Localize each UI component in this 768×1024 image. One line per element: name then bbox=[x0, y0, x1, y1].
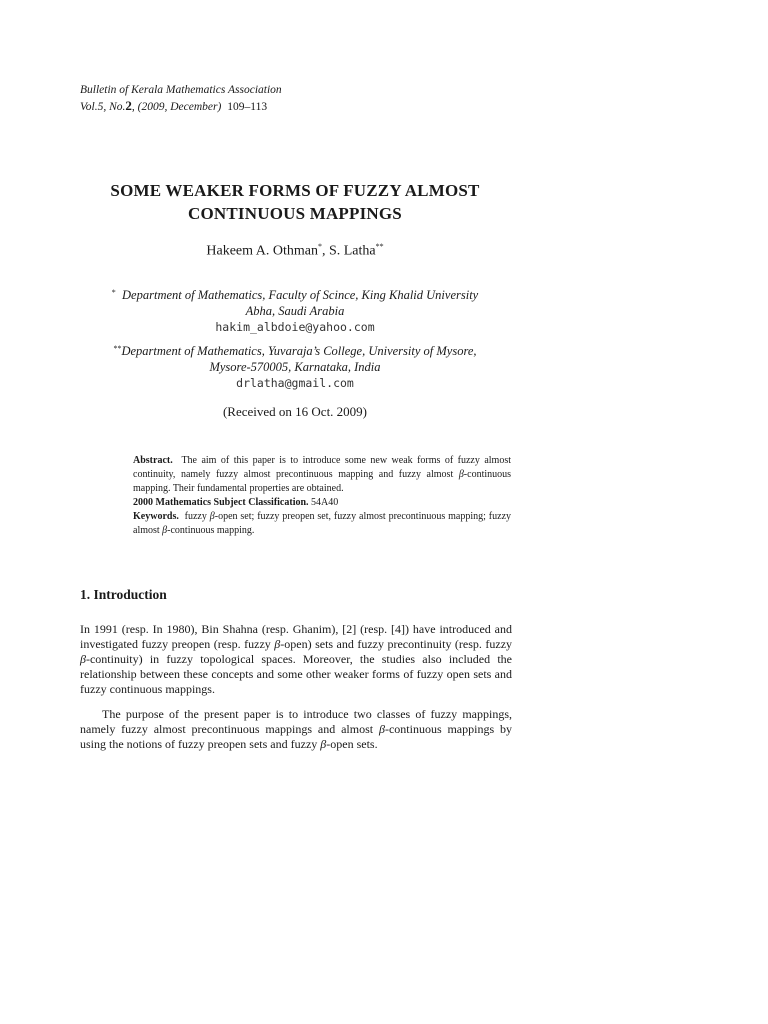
keywords-text-a: fuzzy bbox=[184, 511, 207, 522]
abstract-text-b: -continuous mapping. Their fundamental properties are obtained. bbox=[133, 469, 512, 494]
affiliation-1-line-2: Abha, Saudi Arabia bbox=[245, 304, 345, 318]
author-1-mark: * bbox=[317, 242, 322, 251]
abstract-text-a: The aim of this paper is to introduce some new weak forms of fuzzy almost continuity, namely fuzzy almost precontinuous mapping and fuzzy almost bbox=[133, 455, 511, 480]
received-date: (Received on 16 Oct. 2009) bbox=[222, 404, 368, 419]
affiliation-1-line-1: Department of Mathematics, Faculty of Scince, King Khalid University bbox=[122, 288, 479, 302]
page-range: 109–113 bbox=[227, 101, 268, 113]
beta-symbol: β bbox=[458, 469, 464, 480]
p1-text-c: -continuity) in fuzzy topological spaces. Moreover, the studies also included the relationship between these concepts and some other weaker forms of fuzzy open sets and fuzzy continuous mappings. bbox=[80, 652, 512, 696]
keywords-text-b: -open set; fuzzy preopen set, fuzzy almost precontinuous mapping; fuzzy almost bbox=[133, 511, 512, 536]
intro-paragraph-2 bbox=[80, 707, 512, 752]
p2-text-b: -continuous mappings by using the notions of fuzzy preopen sets and fuzzy bbox=[80, 722, 512, 751]
affiliation-1-email[interactable]: hakim_albdoie@yahoo.com bbox=[215, 320, 375, 334]
msc-label: 2000 Mathematics Subject Classification. bbox=[133, 497, 309, 508]
section-heading: 1. Introduction bbox=[80, 587, 167, 602]
p2-text-a: The purpose of the present paper is to introduce two classes of fuzzy mappings, namely fuzzy almost precontinuous mappings and almost bbox=[80, 707, 512, 736]
abstract-block bbox=[133, 454, 511, 538]
abstract-paragraph bbox=[133, 454, 511, 496]
beta-symbol: β bbox=[274, 637, 281, 651]
author-list bbox=[60, 242, 530, 260]
affiliation-1 bbox=[70, 287, 520, 335]
msc-line bbox=[133, 496, 511, 510]
title-line-1: SOME WEAKER FORMS OF FUZZY ALMOST bbox=[110, 181, 480, 200]
p2-text-c: -open sets. bbox=[326, 737, 378, 751]
title-line-2: CONTINUOUS MAPPINGS bbox=[188, 204, 402, 223]
beta-symbol: β bbox=[378, 722, 385, 736]
volume-prefix: Vol.5, No. bbox=[80, 101, 126, 113]
msc-value: 54A40 bbox=[311, 497, 339, 508]
affiliation-1-mark: * bbox=[111, 288, 116, 297]
beta-symbol: β bbox=[209, 511, 215, 522]
beta-symbol: β bbox=[320, 737, 327, 751]
issue-number: 2 bbox=[125, 98, 132, 113]
author-1: Hakeem A. Othman bbox=[206, 243, 318, 259]
author-2: S. Latha bbox=[328, 243, 376, 259]
affiliation-2-mark: ** bbox=[113, 344, 122, 353]
beta-symbol: β bbox=[162, 525, 168, 536]
intro-paragraph-1 bbox=[80, 622, 512, 697]
journal-volume-line bbox=[80, 98, 282, 115]
beta-symbol: β bbox=[80, 652, 86, 666]
affiliation-2 bbox=[70, 343, 520, 391]
author-2-mark: ** bbox=[375, 242, 384, 251]
journal-header bbox=[80, 83, 282, 115]
p1-text-a: In 1991 (resp. In 1980), Bin Shahna (resp. Ghanim), [2] (resp. [4]) have introduced and investigated fuzzy preopen (resp. fuzzy bbox=[80, 622, 512, 651]
abstract-label: Abstract. bbox=[133, 455, 173, 466]
affiliation-2-email[interactable]: drlatha@gmail.com bbox=[236, 376, 354, 390]
paper-title bbox=[60, 179, 530, 225]
affiliation-2-line-1: Department of Mathematics, Yuvaraja’s College, University of Mysore, bbox=[121, 344, 477, 358]
p1-text-b: -open) sets and fuzzy precontinuity (resp. fuzzy bbox=[280, 637, 513, 651]
keywords-line bbox=[133, 510, 511, 538]
author-separator: , bbox=[321, 243, 329, 259]
affiliation-2-line-2: Mysore-570005, Karnataka, India bbox=[209, 360, 381, 374]
journal-name: Bulletin of Kerala Mathematics Association bbox=[80, 84, 282, 96]
issue-date: , (2009, December) bbox=[131, 101, 222, 113]
keywords-label: Keywords. bbox=[133, 511, 179, 522]
keywords-text-c: -continuous mapping. bbox=[167, 525, 255, 536]
